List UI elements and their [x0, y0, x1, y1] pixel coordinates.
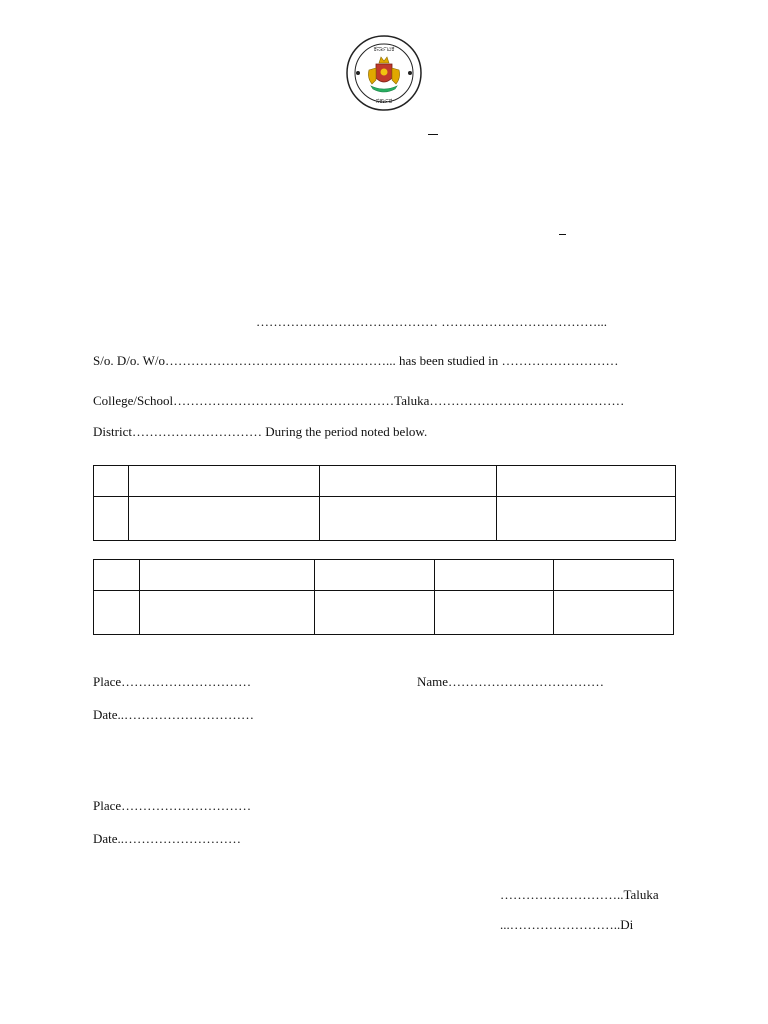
district-sign-line: ...……………………..Di [500, 917, 634, 932]
place-line-2: Place………………………… [93, 798, 252, 813]
study-period-table-2 [93, 559, 674, 635]
table-cell [315, 560, 435, 591]
table-cell [554, 560, 674, 591]
table-cell [435, 591, 554, 635]
karnataka-emblem-icon [345, 34, 423, 112]
table-cell [94, 591, 140, 635]
table-cell [497, 466, 676, 497]
place-line-1: Place………………………… [93, 674, 252, 689]
table-row [94, 466, 676, 497]
table-cell [435, 560, 554, 591]
table-cell [320, 497, 497, 541]
subheading-underline-mark [559, 234, 566, 235]
table-cell [129, 466, 320, 497]
name-dotted-line: …………………………………… ………………………………... [256, 314, 607, 329]
college-taluka-line: College/School……………………………………………Taluka……………………………………… [93, 393, 625, 408]
table-cell [497, 497, 676, 541]
table-cell [140, 591, 315, 635]
parentage-line: S/o. D/o. W/o……………………………………………... has been studied in ……………………… [93, 353, 619, 368]
date-line-1: Date..………………………… [93, 707, 255, 722]
table-row [94, 591, 674, 635]
heading-underline-mark [428, 134, 438, 135]
table-cell [129, 497, 320, 541]
table-row [94, 497, 676, 541]
table-cell [554, 591, 674, 635]
table-cell [94, 466, 129, 497]
name-line: Name……………………………… [417, 674, 605, 689]
date-line-2: Date..……………………… [93, 831, 242, 846]
taluka-line: ………………………..Taluka [500, 887, 659, 902]
study-period-table-1 [93, 465, 676, 541]
table-cell [320, 466, 497, 497]
table-row [94, 560, 674, 591]
table-cell [94, 497, 129, 541]
table-cell [315, 591, 435, 635]
table-cell [94, 560, 140, 591]
table-cell [140, 560, 315, 591]
emblem-top-text: ಕರ್ನಾಟಕ [373, 45, 395, 53]
emblem-bottom-text: ಸರ್ಕಾರ [375, 97, 393, 105]
district-line: District………………………… During the period noted below. [93, 424, 428, 439]
